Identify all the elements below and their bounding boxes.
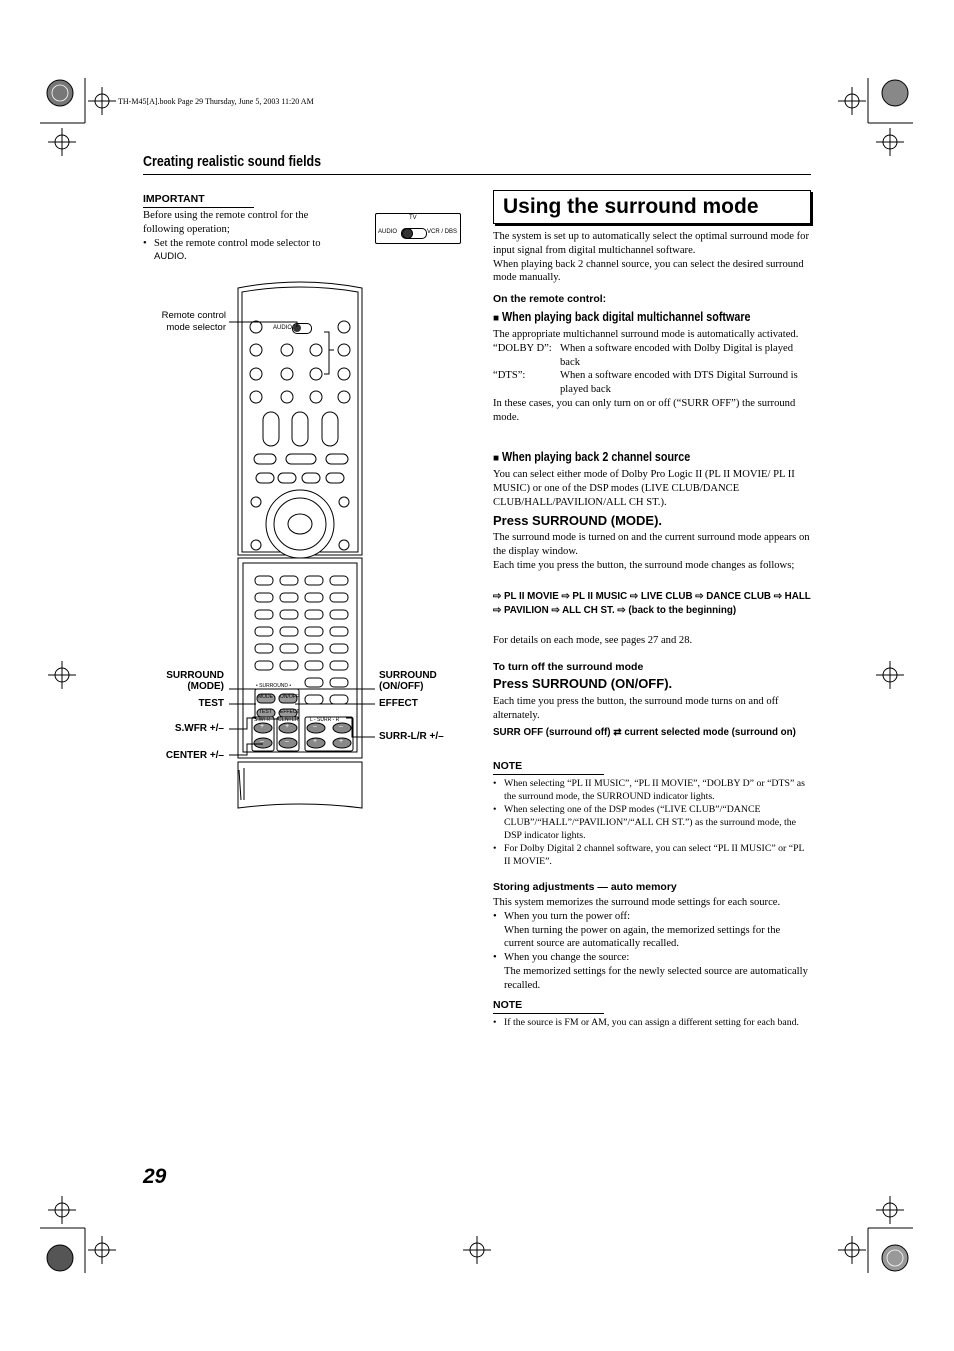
intro-p1: The system is set up to automatically select the optimal surround mode for input signal from digital multichannel software. xyxy=(493,231,809,256)
callout-test: TEST xyxy=(198,698,224,709)
callout-surr-lr: SURR-L/R +/– xyxy=(379,731,444,742)
selector-audio-label: AUDIO xyxy=(378,229,398,235)
two-channel-heading: ■ When playing back 2 channel source xyxy=(493,450,691,464)
intro xyxy=(493,230,811,285)
mode-details: For details on each mode, see pages 27 and 28. xyxy=(493,635,693,646)
remote-effect-button[interactable]: EFFECT xyxy=(280,709,300,715)
remote-audio-button[interactable]: AUDIO xyxy=(273,325,293,331)
turn-off-text: Each time you press the button, the surround mode turns on and off alternately. xyxy=(493,696,779,721)
storing-heading: Storing adjustments — auto memory xyxy=(493,881,677,893)
dts-label: “DTS”: xyxy=(493,370,526,382)
on-remote-heading: On the remote control: xyxy=(493,293,607,305)
note1-item: • When selecting one of the DSP modes (“LIVE CLUB”/“DANCE CLUB”/“HALL”/“PAVILION”/“ALL CH ST.”) as the surround mode, the DSP indicator lights. xyxy=(493,803,811,842)
selector-tv-label: TV xyxy=(409,215,417,221)
note1-list xyxy=(493,777,811,868)
intro-p2: When playing back 2 channel source, you can select the desired surround mode manually. xyxy=(493,258,804,284)
remote-surround-group-label: • SURROUND • xyxy=(256,683,292,689)
important-bullet: • Set the remote control mode selector to AUDIO. xyxy=(143,237,343,265)
mode-sequence: ⇨ PL II MOVIE ⇨ PL II MUSIC ⇨ LIVE CLUB ⇨ DANCE CLUB ⇨ HALL ⇨ PAVILION ⇨ ALL CH ST. ⇨ (back to the beginning) xyxy=(493,591,811,616)
callout-effect: EFFECT xyxy=(379,698,418,709)
page-title: Using the surround mode xyxy=(503,195,759,218)
remote-surr-label: L - SURR - R xyxy=(310,717,340,723)
note2-rule xyxy=(493,1013,604,1014)
note2-list xyxy=(493,1016,811,1029)
surr-toggle: SURR OFF (surround off) ⇄ current selected mode (surround on) xyxy=(493,727,796,738)
turn-off-subheading: To turn off the surround mode xyxy=(493,661,644,673)
remote-test-button[interactable]: TEST xyxy=(259,709,272,715)
remote-center-minus[interactable]: – xyxy=(285,738,289,745)
callout-surround-onoff: SURROUND (ON/OFF) xyxy=(379,670,437,692)
dolby-label: “DOLBY D”: xyxy=(493,342,552,354)
storing-item: • When you turn the power off: When turning the power on again, the memorized settings for the current source are automatically recalled. xyxy=(493,910,811,951)
note1-item: • When selecting “PL II MUSIC”, “PL II MOVIE”, “DOLBY D” or “DTS” as the surround mode, the SURROUND indicator lights. xyxy=(493,777,811,803)
important-heading: IMPORTANT xyxy=(143,193,205,205)
note1-item: • For Dolby Digital 2 channel software, you can select “PL II MUSIC” or “PL II MOVIE”. xyxy=(493,842,811,868)
section-title: Creating realistic sound fields xyxy=(143,154,322,170)
remote-center-plus[interactable]: + xyxy=(285,723,290,730)
dolby-text: When a software encoded with Dolby Digital is played back xyxy=(560,342,793,368)
press-onoff-heading: Press SURROUND (ON/OFF). xyxy=(493,676,673,691)
remote-swfr-plus[interactable]: + xyxy=(260,723,265,730)
remote-onoff-button[interactable]: ON/OFF xyxy=(280,694,299,700)
press-mode-heading: Press SURROUND (MODE). xyxy=(493,513,663,528)
print-header: TH-M45[A].book Page 29 Thursday, June 5, 2003 11:20 AM xyxy=(118,97,314,106)
digital-section: The appropriate multichannel surround mode is automatically activated. “DOLBY D”: When a software encoded with Dolby Digital is played back “DTS”: When a software encoded with DTS Digital Surround is played back In these cases, you can only turn on or off (“SURR OFF”) the surround mode. xyxy=(493,328,811,425)
press-mode-text: The surround mode is turned on and the current surround mode appears on the display window. Each time you press the button, the surround mode changes as follows; xyxy=(493,532,810,571)
note1-heading: NOTE xyxy=(493,760,523,772)
note2-item: • If the source is FM or AM, you can assign a different setting for each band. xyxy=(493,1016,811,1029)
remote-surr-l-plus[interactable]: + xyxy=(313,738,318,745)
dts-text: When a software encoded with DTS Digital Surround is played back xyxy=(560,370,798,396)
callout-center: CENTER +/– xyxy=(165,750,224,761)
remote-surr-r-minus[interactable]: – xyxy=(339,723,343,730)
callout-surround-mode: SURROUND (MODE) xyxy=(166,670,224,692)
important-text: Before using the remote control for the following operation; • Set the remote control mode selector to AUDIO. xyxy=(143,209,343,264)
remote-center-label: CENTER xyxy=(278,717,299,723)
remote-swfr-minus[interactable]: – xyxy=(260,738,264,745)
note1-rule xyxy=(493,774,604,775)
toggle-arrows-icon: ⇄ xyxy=(613,727,622,738)
page-title-box xyxy=(493,190,811,224)
remote-mode-button[interactable]: MODE xyxy=(258,694,273,700)
page-number: 29 xyxy=(143,1165,167,1188)
remote-surr-r-plus[interactable]: + xyxy=(339,738,344,745)
selector-vcr-label: VCR / DBS xyxy=(427,229,458,235)
digital-heading: ■ When playing back digital multichannel software xyxy=(493,310,751,324)
remote-swfr-label: S.WFR xyxy=(254,717,271,723)
remote-surr-l-minus[interactable]: – xyxy=(313,723,317,730)
callout-swfr: S.WFR +/– xyxy=(174,723,224,734)
storing-item: • When you change the source: The memorized settings for the newly selected source are automatically recalled. xyxy=(493,951,811,992)
callout-mode-selector: Remote control mode selector xyxy=(161,310,226,333)
storing-section: This system memorizes the surround mode settings for each source. • When you turn the power off: When turning the power on again, the memorized settings for the current source are automatically recalled. • When you change the source: The memorized settings for the newly selected source are automatically recalled. xyxy=(493,896,811,993)
note2-heading: NOTE xyxy=(493,999,523,1011)
two-channel-text: You can select either mode of Dolby Pro Logic II (PL II MOVIE/ PL II MUSIC) or one of the DSP modes (LIVE CLUB/DANCE CLUB/HALL/PAVILION/ALL CH ST.). xyxy=(493,469,795,508)
